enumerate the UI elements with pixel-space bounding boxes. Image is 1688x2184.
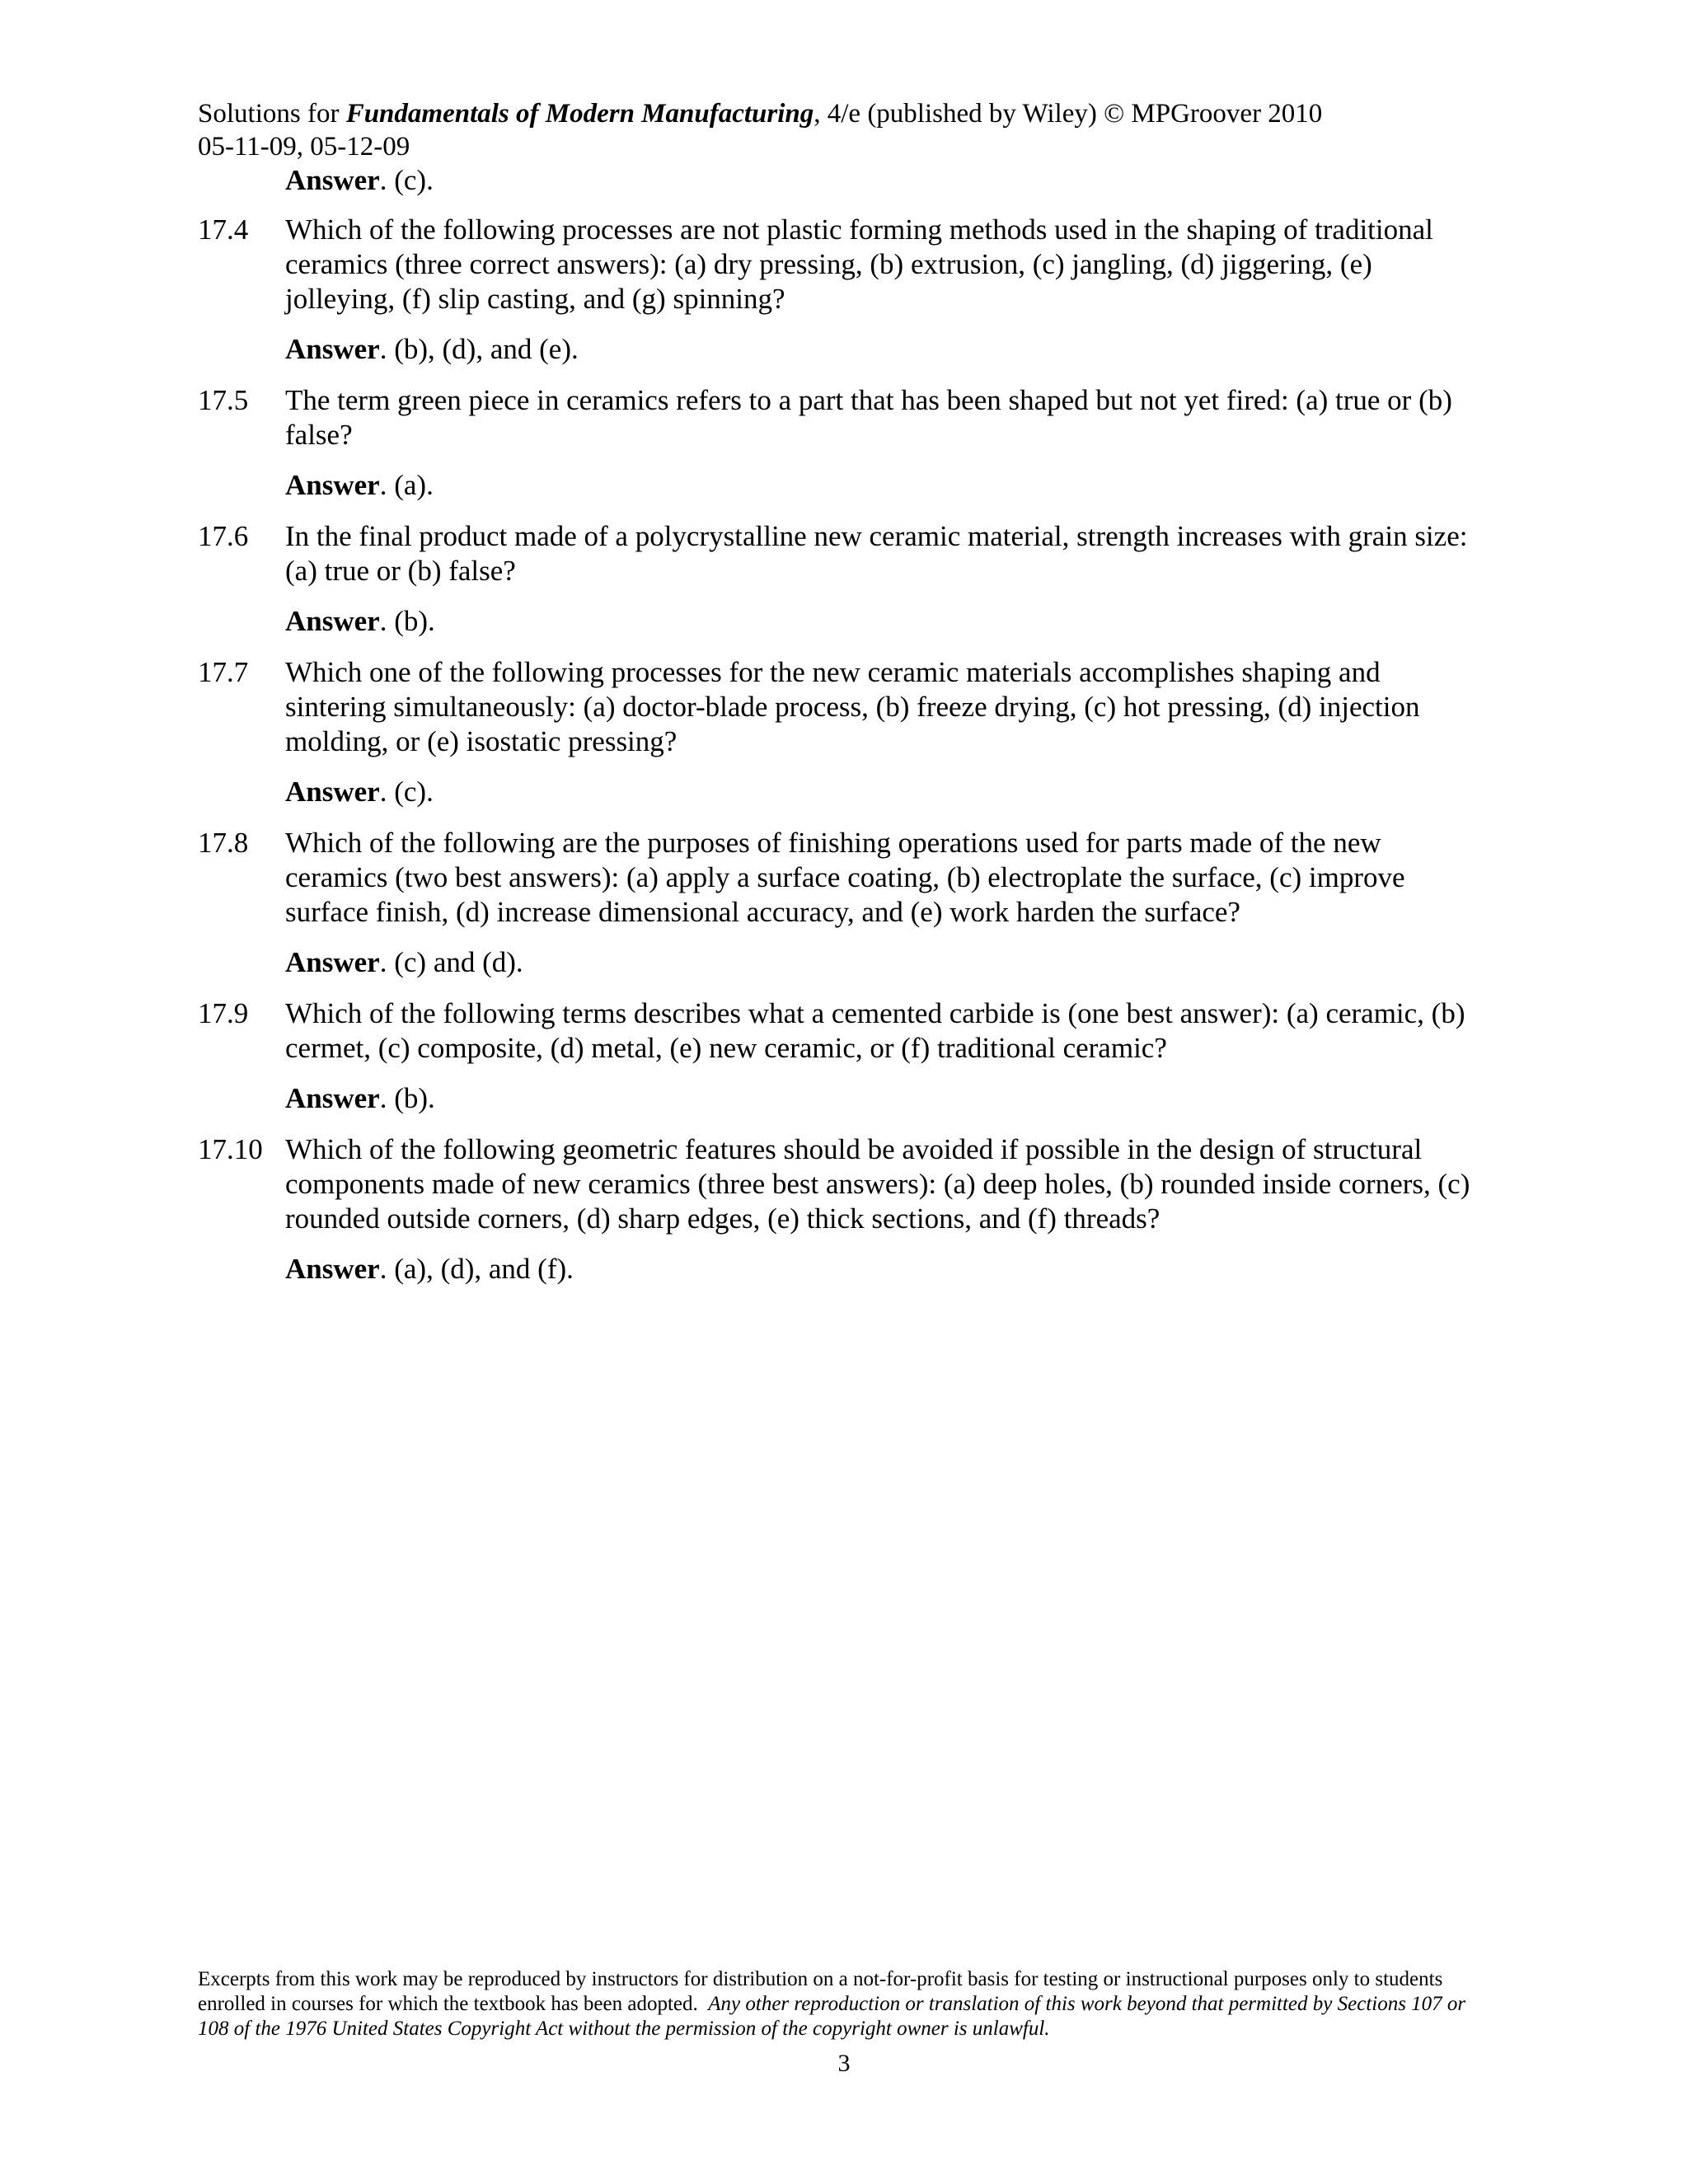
answer	[285, 1252, 1484, 1286]
carried-over-answer	[285, 163, 434, 198]
answer-label: Answer	[285, 605, 380, 637]
answer-text: . (c) and (d).	[379, 946, 523, 978]
question-number: 17.8	[198, 827, 249, 859]
question-item	[198, 1132, 1484, 1286]
page-number: 3	[837, 2050, 851, 2077]
question-item	[198, 519, 1484, 639]
question-number: 17.5	[198, 384, 249, 416]
copyright-footer	[198, 1967, 1484, 2041]
question-number: 17.9	[198, 997, 249, 1029]
question-text: Which of the following processes are not plastic forming methods used in the shaping of traditional ceramics (three correct answers): (a) dry pressing, (b) extrusion, (c) jangling, (d) jiggering, (e) jolleying, (f) slip casting, and (g) spinning?	[285, 213, 1433, 315]
answer-text: . (b).	[379, 605, 435, 637]
answer	[285, 604, 1484, 639]
question-text: Which one of the following processes for the new ceramic materials accomplishes shaping and sintering simultaneously: (a) doctor-blade process, (b) freeze drying, (c) hot pressing, (d) injection molding, or (e) isostatic pressing?	[285, 656, 1420, 757]
question-number: 17.10	[198, 1133, 263, 1165]
answer-text: . (c).	[379, 164, 434, 196]
question-body	[285, 996, 1484, 1116]
question-item	[198, 655, 1484, 809]
answer-text: . (b).	[379, 1082, 435, 1114]
question-item	[198, 826, 1484, 980]
question-number: 17.7	[198, 656, 249, 688]
answer-label: Answer	[285, 469, 380, 501]
answer-label: Answer	[285, 776, 380, 808]
footer-legal-notice: Any other reproduction or translation of this work beyond that permitted by Sections 107 or 108 of the 1976 United States Copyright Act without the permission of the copyright owner is unlawful.	[198, 1993, 1466, 2040]
answer	[285, 775, 1484, 809]
page-header	[198, 97, 1517, 163]
answer	[285, 468, 1484, 503]
answer-text: . (a), (d), and (f).	[379, 1253, 574, 1285]
book-title: Fundamentals of Modern Manufacturing	[345, 99, 814, 129]
answer-label: Answer	[285, 1082, 380, 1114]
question-body	[285, 213, 1484, 367]
question-body	[285, 519, 1484, 639]
header-dates: 05-11-09, 05-12-09	[198, 132, 410, 162]
answer-label: Answer	[285, 333, 380, 365]
question-number: 17.4	[198, 213, 249, 246]
question-text: Which of the following terms describes what a cemented carbide is (one best answer): (a) ceramic, (b) cermet, (c) composite, (d) metal, (e) new ceramic, or (f) traditional ceramic?	[285, 997, 1465, 1064]
question-text: Which of the following geometric features should be avoided if possible in the design of structural components made of new ceramics (three best answers): (a) deep holes, (b) rounded inside corners, (c) rounded outside corners, (d) sharp edges, (e) thick sections, and (f) threads?	[285, 1133, 1470, 1235]
header-line-1	[198, 97, 1517, 130]
answer-text: . (c).	[379, 776, 434, 808]
answer-label: Answer	[285, 164, 380, 196]
answer-label: Answer	[285, 946, 380, 978]
answer-text: . (a).	[379, 469, 434, 501]
question-item	[198, 383, 1484, 503]
question-item	[198, 996, 1484, 1116]
footer-notice: Excerpts from this work may be reproduced by instructors for distribution on a not-for-profit basis for testing or instructional purposes only to students enrolled in courses for which the textbook has been adopted.	[198, 1968, 1443, 2015]
question-text: Which of the following are the purposes of finishing operations used for parts made of the new ceramics (two best answers): (a) apply a surface coating, (b) electroplate the surface, (c) improve surface finish, (d) increase dimensional accuracy, and (e) work harden the surface?	[285, 827, 1405, 928]
question-list	[198, 213, 1484, 1303]
question-item	[198, 213, 1484, 367]
answer-label: Answer	[285, 1253, 380, 1285]
header-prefix: Solutions for	[198, 99, 346, 129]
answer	[285, 945, 1484, 980]
answer	[285, 332, 1484, 367]
header-suffix: , 4/e (published by Wiley) © MPGroover 2010	[814, 99, 1323, 129]
question-body	[285, 383, 1484, 503]
question-number: 17.6	[198, 520, 249, 552]
question-text: In the final product made of a polycrystalline new ceramic material, strength increases with grain size: (a) true or (b) false?	[285, 520, 1468, 587]
question-body	[285, 826, 1484, 980]
question-text: The term green piece in ceramics refers to a part that has been shaped but not yet fired: (a) true or (b) false?	[285, 384, 1452, 451]
question-body	[285, 1132, 1484, 1286]
answer-text: . (b), (d), and (e).	[379, 333, 579, 365]
question-body	[285, 655, 1484, 809]
answer	[285, 1081, 1484, 1116]
